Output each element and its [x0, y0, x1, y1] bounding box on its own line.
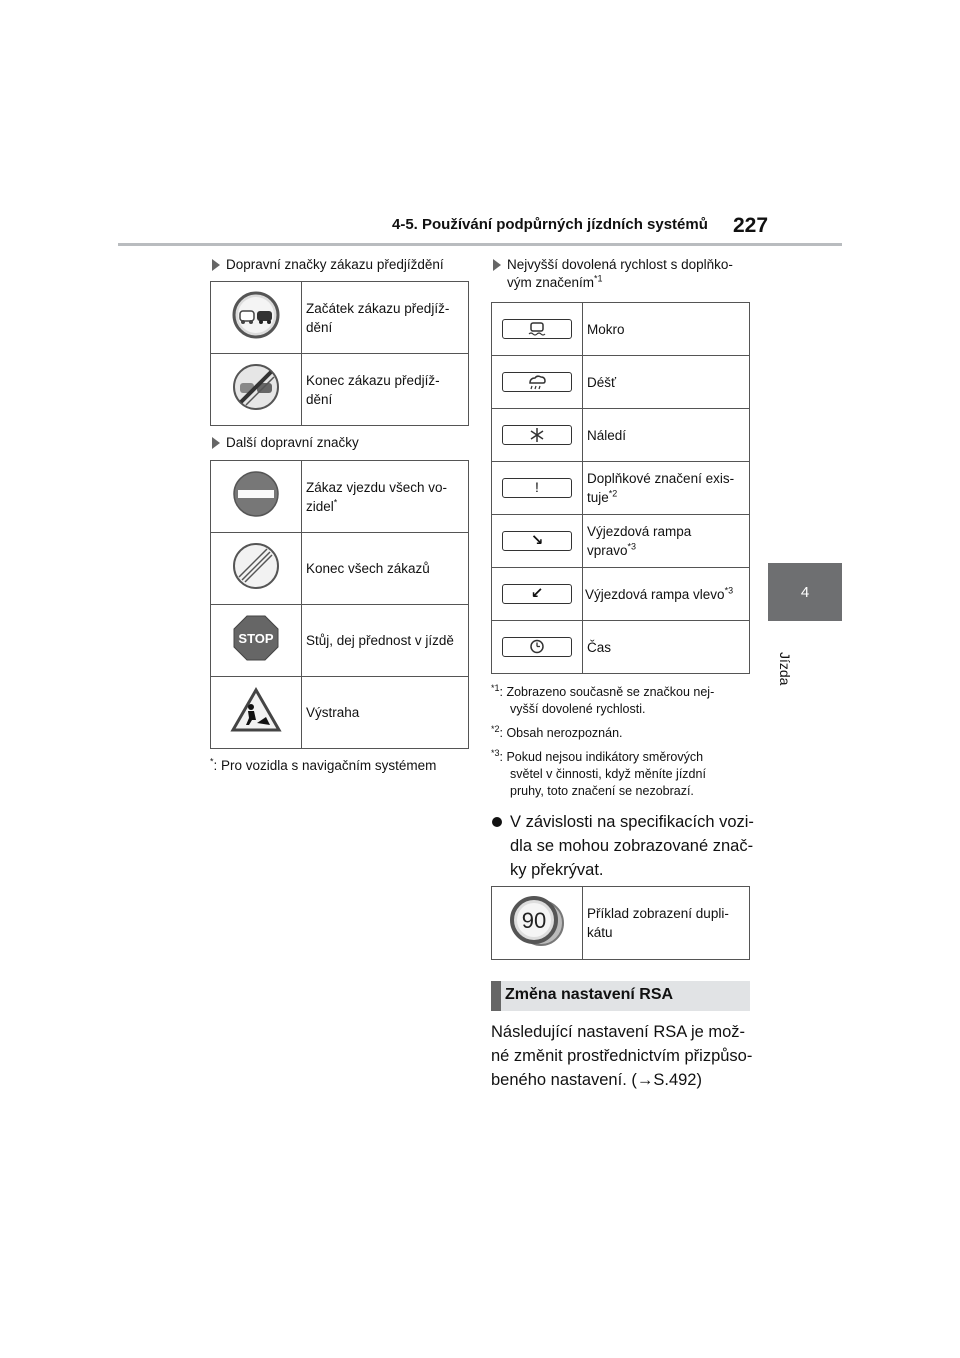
roadworks-warning-sign-icon [230, 687, 282, 733]
other-signs-heading: Další dopravní značky [210, 434, 480, 452]
table-row: ↘ Výjezdová rampa vpravo$^{*3}$ [492, 515, 750, 568]
table-row: 90 Příklad zobrazení dupli- kátu [492, 887, 750, 960]
table-row: Konec zákazu předjíž- dění [211, 354, 469, 426]
arrow-down-right-icon: ↘ [502, 531, 572, 551]
rsa-settings-body: Následující nastavení RSA je mož- né změnit prostřednictvím přizpůso- beného nastavení. (→S.492) [491, 1020, 761, 1092]
snowflake-icon [502, 425, 572, 445]
chapter-tab[interactable] [768, 563, 842, 621]
bullet-dot-icon [492, 817, 502, 827]
overlap-note: V závislosti na specifikacích vozi- dla se mohou zobrazované znač- ky překrývat. [510, 810, 770, 882]
table-row: Konec všech zákazů [211, 533, 469, 605]
rain-cloud-icon [502, 372, 572, 392]
table-row: STOP Stůj, dej přednost v jízdě [211, 605, 469, 677]
speed-supplement-table [491, 302, 750, 674]
overtaking-signs-table [210, 281, 469, 426]
clock-icon [502, 637, 572, 657]
speed-limit-sign-icon [509, 895, 565, 947]
wet-road-icon [502, 319, 572, 339]
table-row: Začátek zákazu předjíž- dění [211, 282, 469, 354]
table-row: ! Doplňkové značení exis- tuje$^{*2}$ [492, 462, 750, 515]
other-signs-table [210, 460, 469, 749]
triangle-bullet-icon [212, 437, 220, 449]
rsa-settings-heading: Změna nastavení RSA [491, 981, 750, 1011]
duplicate-example-table [491, 886, 750, 960]
footnote-1: $^{*1}$: Zobrazeno současně se značkou nej- vyšší dovolené rychlosti. [491, 682, 715, 716]
table-row: ↙ Výjezdová rampa vlevo$^{*3}$ [492, 568, 750, 621]
no-entry-sign-icon [232, 470, 280, 518]
exclamation-icon: ! [502, 478, 572, 498]
svg-text:90: 90 [521, 907, 547, 933]
table-row: Náledí [492, 409, 750, 462]
section-title: 4-5. Používání podpůrných jízdních systémů [392, 216, 708, 233]
table-row: Čas [492, 621, 750, 674]
arrow-down-left-icon: ↙ [502, 584, 572, 604]
table-row: Zákaz vjezdu všech vo- zidel* [211, 461, 469, 533]
overtaking-heading: Dopravní značky zákazu předjíždění [210, 256, 480, 274]
triangle-bullet-icon [212, 259, 220, 271]
svg-text:STOP: STOP [238, 631, 274, 646]
chapter-number: 4 [800, 583, 810, 601]
no-overtaking-sign-icon [232, 291, 280, 339]
left-footnote: *: Pro vozidla s navigačním systémem [210, 756, 437, 773]
stop-sign-icon [232, 614, 280, 662]
chapter-label: Jízda [777, 652, 793, 686]
end-no-overtaking-sign-icon [232, 363, 280, 411]
triangle-bullet-icon [493, 259, 501, 271]
footnote-2: $^{*2}$: Obsah nerozpoznán. [491, 723, 623, 740]
page-number: 227 [733, 214, 769, 237]
header-rule [118, 243, 842, 246]
footnote-3: $^{*3}$: Pokud nejsou indikátory směrových světel v činnosti, když měníte jízdní pruhy, toto značení se nezobrazí. [491, 747, 706, 798]
table-row: Výstraha [211, 677, 469, 749]
page-reference-link[interactable]: beného nastavení. (→S.492) [491, 1071, 702, 1089]
end-all-restrictions-sign-icon [232, 542, 280, 590]
table-row: Mokro [492, 303, 750, 356]
speed-heading: Nejvyšší dovolená rychlost s doplňko- vým značením$^{*1}$ [491, 256, 761, 292]
table-row: Déšť [492, 356, 750, 409]
